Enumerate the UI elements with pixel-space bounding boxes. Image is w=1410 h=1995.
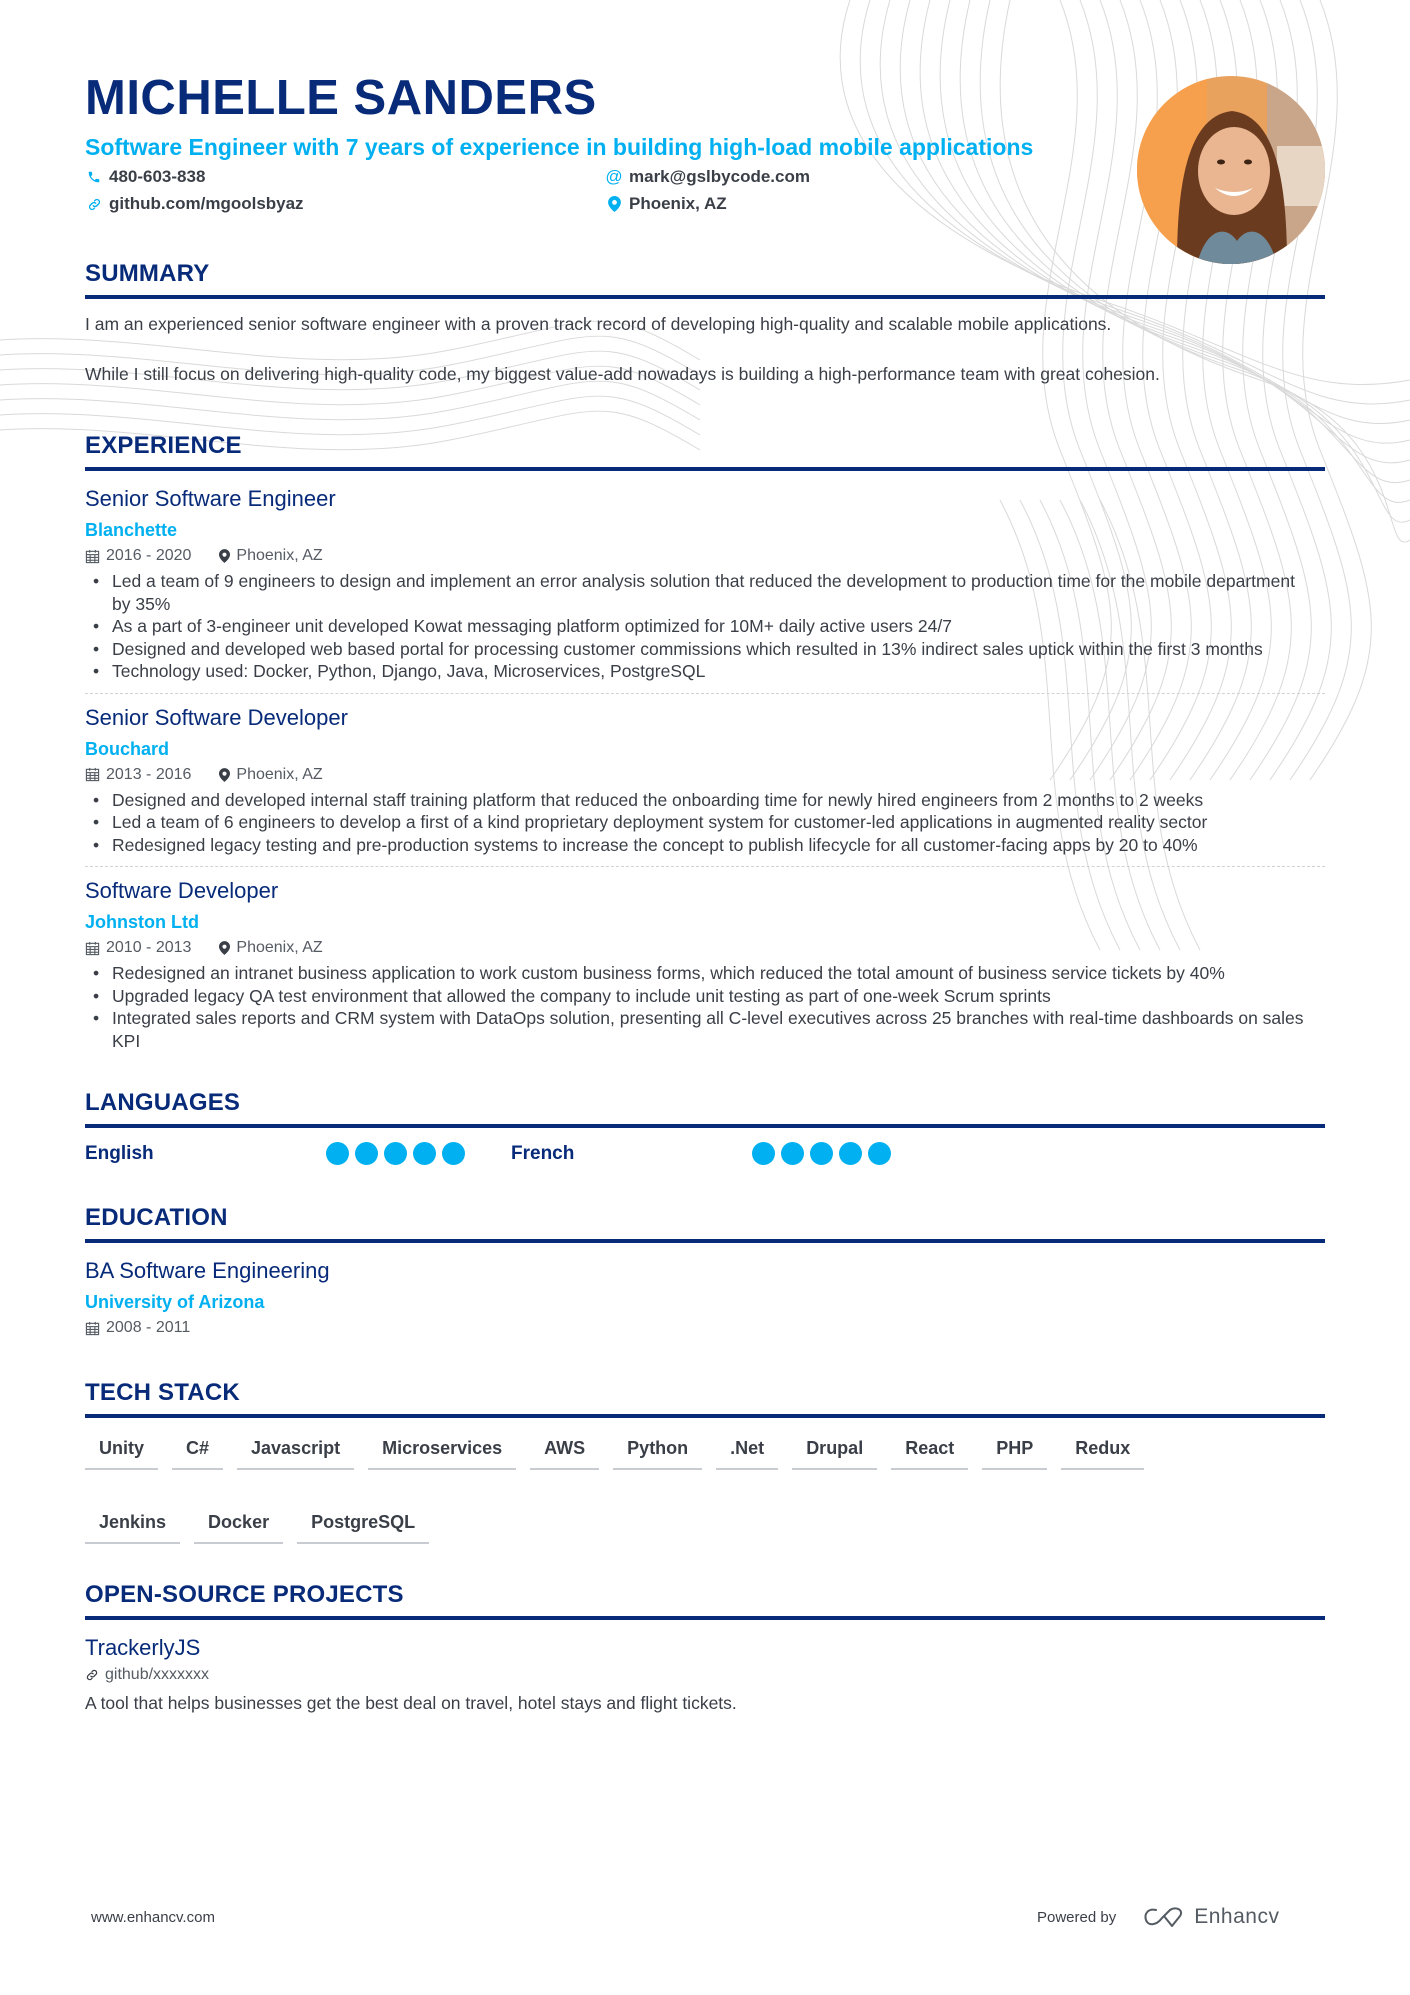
enhancv-logo-icon — [1142, 1906, 1186, 1928]
bullet-item: • Integrated sales reports and CRM system with DataOps solution, presenting all C-level executives across 25 branches with real-time dashboards on sales KPI — [85, 1007, 1325, 1052]
powered-by-badge[interactable] — [1037, 1905, 1279, 1929]
education-dates: 2008 - 2011 — [106, 1319, 191, 1336]
job-dates: 2016 - 2020 — [106, 547, 192, 564]
bullet-item: • Led a team of 9 engineers to design and implement an error analysis solution that reduced the development to production time for the mobile department by 35% — [85, 570, 1325, 615]
contact-website-value: github.com/mgoolsbyaz — [109, 194, 304, 213]
page-footer — [0, 1905, 1410, 1935]
tech-tag: Docker — [194, 1506, 283, 1544]
tech-tag: React — [891, 1432, 968, 1470]
tech-tag: Python — [613, 1432, 702, 1470]
level-dot-filled — [810, 1142, 833, 1165]
contact-location-value: Phoenix, AZ — [629, 194, 727, 213]
job-bullets — [85, 962, 1325, 1052]
project-name: TrackerlyJS — [85, 1635, 201, 1660]
tech-tag: PostgreSQL — [297, 1506, 429, 1544]
location-pin-icon — [605, 195, 623, 213]
calendar-icon — [85, 549, 100, 564]
candidate-headline: Software Engineer with 7 years of experience in building high-load mobile applications — [85, 134, 1034, 160]
education-meta — [85, 1318, 1325, 1338]
level-dot-filled — [868, 1142, 891, 1165]
tech-stack-section — [85, 1378, 1325, 1544]
tech-tag: C# — [172, 1432, 223, 1470]
bullet-item: • Designed and developed web based portal for processing customer commissions which resulted in 13% indirect sales uptick within the first 3 months — [85, 638, 1325, 661]
experience-entry — [85, 877, 1325, 1052]
bullet-item: • Redesigned an intranet business application to work custom business forms, which reduced the total amount of business service tickets by 40% — [85, 962, 1325, 985]
location-pin-icon — [219, 941, 230, 955]
section-title-languages: LANGUAGES — [85, 1089, 241, 1116]
contact-email-value: mark@gslbycode.com — [629, 167, 810, 186]
degree-name: BA Software Engineering — [85, 1258, 330, 1283]
education-section — [85, 1203, 1325, 1338]
enhancv-logo — [1142, 1905, 1279, 1929]
job-location: Phoenix, AZ — [236, 547, 323, 564]
contact-email[interactable] — [605, 166, 1005, 188]
tech-tag: Jenkins — [85, 1506, 180, 1544]
tech-tag: PHP — [982, 1432, 1047, 1470]
section-title-projects: OPEN-SOURCE PROJECTS — [85, 1581, 404, 1608]
summary-section — [85, 259, 1325, 387]
projects-section — [85, 1580, 1325, 1715]
language-level-rating — [752, 1142, 891, 1165]
section-divider — [85, 295, 1325, 299]
school-name: University of Arizona — [85, 1292, 265, 1312]
tech-tag: Drupal — [792, 1432, 877, 1470]
experience-section — [85, 431, 1325, 1052]
level-dot-filled — [384, 1142, 407, 1165]
section-divider — [85, 1124, 1325, 1128]
job-bullets — [85, 570, 1325, 683]
bullet-item: • Upgraded legacy QA test environment that allowed the company to include unit testing as part of one-week Scrum sprints — [85, 985, 1325, 1008]
job-title: Senior Software Engineer — [85, 486, 336, 511]
location-pin-icon — [219, 549, 230, 563]
job-bullets — [85, 789, 1325, 857]
project-link-text: github/xxxxxxx — [105, 1666, 210, 1683]
calendar-icon — [85, 1321, 100, 1336]
contact-phone[interactable] — [85, 166, 605, 188]
bullet-item: • Designed and developed internal staff training platform that reduced the onboarding time for newly hired engineers from 2 months to 2 weeks — [85, 789, 1325, 812]
profile-photo — [1137, 76, 1325, 264]
bullet-item: • Led a team of 6 engineers to develop a first of a kind proprietary deployment system for customer-led applications in augmented reality sector — [85, 811, 1325, 834]
section-divider — [85, 1239, 1325, 1243]
job-meta — [85, 765, 1325, 785]
contact-website[interactable] — [85, 193, 605, 215]
language-name: English — [85, 1142, 154, 1164]
bullet-item: • As a part of 3-engineer unit developed Kowat messaging platform optimized for 10M+ daily active users 24/7 — [85, 615, 1325, 638]
job-location: Phoenix, AZ — [236, 939, 323, 956]
candidate-name: MICHELLE SANDERS — [85, 71, 597, 125]
company-name: Johnston Ltd — [85, 912, 199, 932]
job-title: Software Developer — [85, 878, 279, 903]
location-pin-icon — [219, 768, 230, 782]
section-title-tech-stack: TECH STACK — [85, 1379, 240, 1406]
language-item — [85, 1142, 511, 1165]
project-description: A tool that helps businesses get the best deal on travel, hotel stays and flight tickets. — [85, 1693, 737, 1713]
level-dot-filled — [355, 1142, 378, 1165]
languages-section — [85, 1088, 1325, 1165]
job-location: Phoenix, AZ — [236, 765, 323, 783]
calendar-icon — [85, 767, 100, 782]
tech-tag: Microservices — [368, 1432, 516, 1470]
job-dates: 2010 - 2013 — [106, 939, 192, 956]
level-dot-filled — [442, 1142, 465, 1165]
entry-separator — [85, 866, 1325, 867]
at-icon: @ — [605, 167, 623, 186]
job-meta — [85, 938, 1325, 958]
enhancv-brand-name: Enhancv — [1194, 1905, 1280, 1928]
resume-page — [85, 70, 1325, 1715]
phone-icon — [85, 168, 103, 186]
bullet-item: • Technology used: Docker, Python, Django, Java, Microservices, PostgreSQL — [85, 660, 1325, 683]
level-dot-filled — [781, 1142, 804, 1165]
job-meta — [85, 546, 1325, 566]
summary-paragraph: While I still focus on delivering high-quality code, my biggest value-add nowadays is building a high-performance team with great cohesion. — [85, 364, 1160, 384]
language-level-rating — [326, 1142, 465, 1165]
level-dot-filled — [326, 1142, 349, 1165]
project-entry — [85, 1634, 1325, 1715]
section-title-education: EDUCATION — [85, 1204, 228, 1231]
education-entry — [85, 1257, 1325, 1338]
tech-tag: Unity — [85, 1432, 158, 1470]
experience-entry — [85, 704, 1325, 868]
language-list — [85, 1142, 1325, 1165]
language-item — [511, 1142, 937, 1165]
link-icon — [85, 195, 103, 213]
contact-location — [605, 193, 1005, 215]
tech-tag-list — [85, 1432, 1325, 1544]
experience-entry — [85, 485, 1325, 694]
tech-tag: AWS — [530, 1432, 599, 1470]
contact-phone-value: 480-603-838 — [109, 167, 206, 186]
entry-separator — [85, 693, 1325, 694]
level-dot-filled — [839, 1142, 862, 1165]
company-name: Blanchette — [85, 520, 178, 540]
project-link[interactable] — [85, 1666, 1325, 1684]
level-dot-filled — [413, 1142, 436, 1165]
section-divider — [85, 467, 1325, 471]
bullet-item: • Redesigned legacy testing and pre-production systems to increase the concept to publish lifecycle for all customer-facing apps by 20 to 40% — [85, 834, 1325, 857]
tech-tag: Redux — [1061, 1432, 1144, 1470]
language-name: French — [511, 1142, 575, 1164]
footer-website-link[interactable]: www.enhancv.com — [91, 1909, 215, 1926]
level-dot-filled — [752, 1142, 775, 1165]
summary-paragraph: I am an experienced senior software engineer with a proven track record of developing high-quality and scalable mobile applications. — [85, 314, 1112, 334]
powered-by-label: Powered by — [1037, 1908, 1117, 1926]
job-dates: 2013 - 2016 — [106, 765, 192, 783]
section-title-summary: SUMMARY — [85, 260, 210, 287]
section-title-experience: EXPERIENCE — [85, 432, 242, 459]
company-name: Bouchard — [85, 738, 170, 759]
section-divider — [85, 1414, 1325, 1418]
job-title: Senior Software Developer — [85, 704, 348, 730]
tech-tag: Javascript — [237, 1432, 354, 1470]
link-icon — [85, 1668, 99, 1682]
tech-tag: .Net — [716, 1432, 778, 1470]
calendar-icon — [85, 941, 100, 956]
section-divider — [85, 1616, 1325, 1620]
